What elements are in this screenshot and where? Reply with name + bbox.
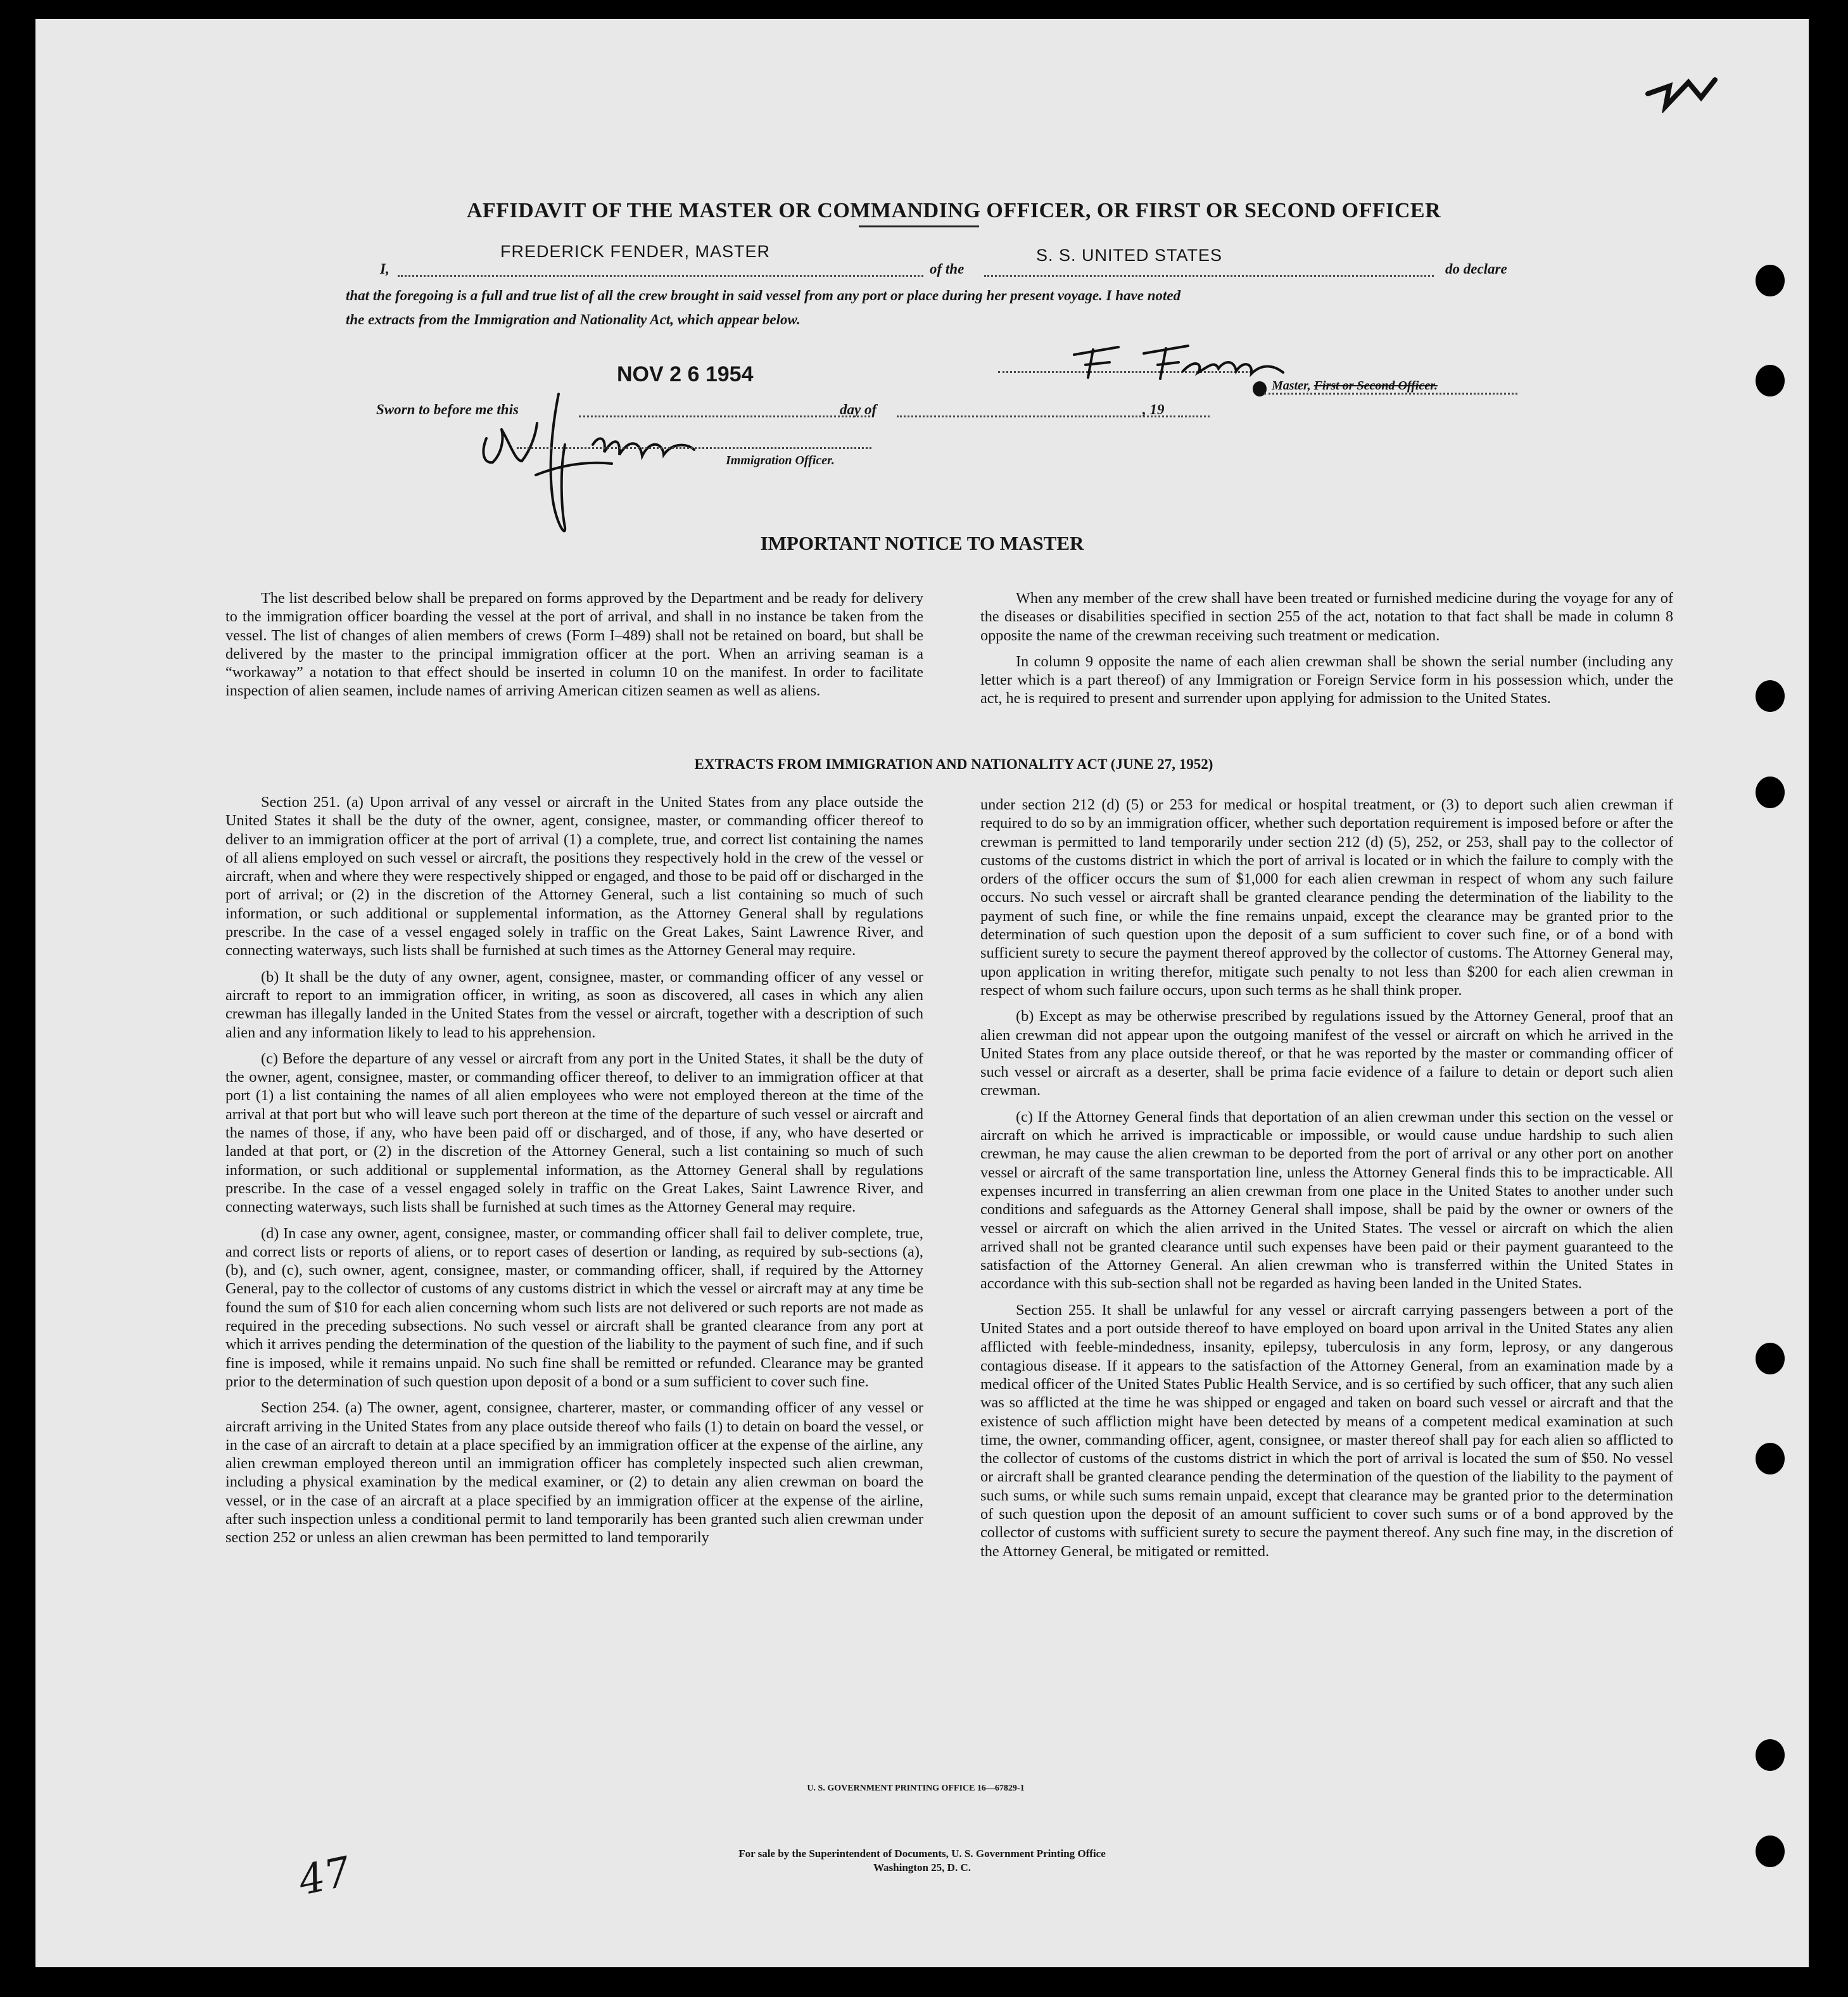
extracts-heading: EXTRACTS FROM IMMIGRATION AND NATIONALITY ACT (JUNE 27, 1952) [694, 756, 1213, 772]
extracts-right-column [980, 796, 1673, 1568]
notice-left-column [225, 589, 923, 708]
section-251-a: Section 251. (a) Upon arrival of any vessel or aircraft in the United States from any place outside the United States it shall be the duty of the owner, agent, consignee, master, or commanding officer thereof to deliver to an immigration officer at the port of arrival (1) a complete, true, and correct list containing the names of all aliens employed on such vessel or aircraft, the positions they respectively hold in the crew of the vessel or aircraft, when and where they were respectively shipped or engaged, and those to be paid off or discharged in the port of arrival; or (2) in the discretion of the Attorney General, such a list containing so much of such information, or such additional or supplemental information, as the Attorney General shall by regulations prescribe. In the case of a vessel engaged solely in traffic on the Great Lakes, Saint Lawrence River, and connecting waterways, such lists shall be furnished at such times as the Attorney General may require. [225, 794, 923, 960]
extracts-left-column [225, 793, 923, 1555]
section-254-a: Section 254. (a) The owner, agent, consignee, charterer, master, or commanding officer of any vessel or aircraft arriving in the United States from any place outside thereof who fails (1) to detain on board the vessel, or in the case of an aircraft to detain at a place specified by an immigration officer at the expense of the airline, any alien crewman employed thereon until an immigration officer has completely inspected such alien crewman, including a physical examination by the medical examiner, or (2) to detain any alien crewman on board the vessel, or in the case of an aircraft at a place specified by an immigration officer at the expense of the airline, after such inspection unless a conditional permit to land temporarily has been granted such alien crewman under section 252 or unless an alien crewman has been permitted to land temporarily [225, 1399, 923, 1547]
section-254-b: (b) Except as may be otherwise prescribed by regulations issued by the Attorney General, proof that an alien crewman did not appear upon the outgoing manifest of the vessel or aircraft on which he arrived in the United States from any place outside thereof, or that he was reported by the master or commanding officer of such vessel or aircraft as a deserter, shall be prima facie evidence of a failure to detain or deport such alien crewman. [980, 1008, 1673, 1100]
declaration-line-2: the extracts from the Immigration and Nationality Act, which appear below. [346, 312, 801, 327]
notice-right-column [980, 589, 1673, 716]
notice-right-paragraph-1: When any member of the crew shall have been treated or furnished medicine during the voyage for any of the diseases or disabilities specified in section 255 of the act, notation to that fact shall be made in column 8 opposite the name of the crewman receiving such treatment or medication. [980, 590, 1673, 644]
officer-line [517, 447, 871, 449]
corner-mark [1644, 68, 1720, 113]
day-of-label: day of [840, 402, 877, 417]
sale-notice [605, 1847, 1239, 1875]
master-title [1272, 379, 1438, 393]
section-251-d: (d) In case any owner, agent, consignee, master, or commanding officer shall fail to deliver complete, true, and correct lists or reports of aliens, or to report cases of desertion or landing, as required by sub-sections (a), (b), and (c), such owner, agent, consignee, master, or commanding officer, shall, if required by the Attorney General, pay to the collector of customs of any customs district in which the vessel or aircraft may at any time be found the sum of $10 for each alien concerning whom such lists are not delivered or such reports are not made as required in the preceding subsections. No such vessel or aircraft shall be granted clearance from any port at which it arrives pending the determination of the question of the liability to the payment of such fine, and if such fine is imposed, while it remains unpaid. No such fine shall be remitted or refunded. Clearance may be granted prior to the determination of such question upon deposit of a bond or a sum sufficient to cover such fine. [225, 1224, 923, 1390]
master-struck-text: First or Second Officer. [1313, 379, 1438, 393]
section-255: Section 255. It shall be unlawful for any vessel or aircraft carrying passengers between a port of the United States and a port outside thereof to have employed on board upon arrival in the United States any alien afflicted with feeble-mindedness, insanity, epilepsy, tuberculosis in any form, leprosy, or any dangerous contagious disease. If it appears to the satisfaction of the Attorney General, from an examination made by a medical officer of the United States Public Health Service, and is so certified by such officer, that any such alien was so afflicted at the time he was shipped or engaged and taken on board such vessel or aircraft and that the existence of such affliction might have been detected by means of a competent medical examination at such time, the owner, commanding officer, agent, consignee, or master thereof shall pay for each alien so afflicted to the collector of customs of the customs district in which the port of arrival is located the sum of $50. No vessel or aircraft shall be granted clearance pending the determination of the question of the liability to the payment of such sums, or while such sums remain unpaid, except that clearance may be granted prior to the determination of such question upon the deposit of an amount sufficient to cover such sums or of a bond approved by the collector of customs with sufficient surety to secure the payment thereof. Any such fine may, in the discretion of the Attorney General, be mitigated or remitted. [980, 1301, 1673, 1560]
year-line [1178, 415, 1210, 417]
date-stamp: NOV 2 6 1954 [617, 362, 754, 386]
section-254-c: (c) If the Attorney General finds that deportation of an alien crewman under this section on the vessel or aircraft on which he arrived is impracticable or impossible, or would cause undue hardship to such alien crewman, he may cause the alien crewman to be deported from the port of arrival or any other port on another vessel or aircraft of the same transportation line, unless the Attorney General finds this to be impracticable. All expenses incurred in transferring an alien crewman from one place in the United States to another under such conditions and safeguards as the Attorney General shall impose, shall be paid by the owner or owners of the vessel or aircraft on which the alien arrived in the United States. The vessel or aircraft on which the alien arrived shall not be granted clearance until such expenses have been paid or their payment guaranteed to the satisfaction of the Attorney General. An alien crewman who is transferred within the United States in accordance with this sub-section shall not be regarded as having been landed in the United States. [980, 1108, 1673, 1293]
binder-hole [1756, 1835, 1785, 1867]
vessel-field-line [984, 275, 1434, 277]
name-field-line [398, 275, 923, 277]
section-254-a-continued: under section 212 (d) (5) or 253 for medical or hospital treatment, or (3) to deport such alien crewman if required to do so by an immigration officer, whether such deportation requirement is imposed before or after the crewman is permitted to land temporarily under section 212 (d) (5), 252, or 253, shall pay to the collector of customs of the customs district in which the port of arrival is located or in which the failure to comply with the orders of the officer occurs the sum of $1,000 for each alien crewman in respect of whom any such failure occurs. No such vessel or aircraft shall be granted clearance pending the determination of the liability to the payment of such fine, or while the fine remains unpaid, except the clearance may be granted prior to the determination of such question upon the deposit of a sum sufficient to cover such fine, or of a bond with sufficient surety to secure the payment thereof approved by the collector of customs. The Attorney General may, upon application in writing therefor, mitigate such penalty to not less than $200 for each alien crewman in respect of whom such failure occurs, upon such terms as he shall think proper. [980, 796, 1673, 999]
immigration-officer-label: Immigration Officer. [726, 453, 835, 467]
year-label: , 19 [1142, 402, 1165, 417]
section-251-b: (b) It shall be the duty of any owner, agent, consignee, master, or commanding officer of any vessel or aircraft to report to an immigration officer, in writing, as soon as discovered, all cases in which any alien crewman has illegally landed in the United States from the vessel or aircraft, together with a description of such alien and any information likely to lead to his apprehension. [225, 968, 923, 1041]
form-sheet [35, 19, 1809, 1967]
notice-left-paragraph: The list described below shall be prepared on forms approved by the Department and be ready for delivery to the immigration officer boarding the vessel at the port of arrival, and shall in no instance be taken from the vessel. The list of changes of alien members of crews (Form I–489) shall not be retained on board, but shall be delivered by the master to the principal immigration officer at the port. When an arriving seaman is a “workaway” a notation to that effect should be inserted in column 10 on the manifest. In order to facilitate inspection of alien seamen, include names of arriving American citizen seamen as well as aliens. [225, 590, 923, 700]
title-underline [859, 225, 979, 227]
binder-hole [1756, 365, 1785, 396]
binder-hole [1756, 777, 1785, 808]
notice-right-paragraph-2: In column 9 opposite the name of each alien crewman shall be shown the serial number (including any letter which is a part thereof) of any Immigration or Foreign Service form in his possession which, under the act, he is required to present and surrender upon applying for admission to the United States. [980, 652, 1673, 707]
binder-hole [1756, 1343, 1785, 1374]
affidavit-title: AFFIDAVIT OF THE MASTER OR COMMANDING OFFICER, OR FIRST OR SECOND OFFICER [466, 199, 1441, 222]
binder-hole [1756, 680, 1785, 712]
master-label: Master, [1272, 379, 1311, 393]
sworn-label: Sworn to before me this [376, 402, 519, 417]
binder-hole [1756, 265, 1785, 296]
of-the-label: of the [930, 261, 965, 277]
month-line [897, 415, 1175, 417]
declaration-line-1: that the foregoing is a full and true list of all the crew brought in said vessel from any port or place during her present voyage. I have noted [346, 288, 1181, 303]
vessel-name-field[interactable]: S. S. UNITED STATES [1036, 246, 1223, 265]
handwritten-page-number: 47 [294, 1848, 355, 1905]
sale-line-1: For sale by the Superintendent of Documents, U. S. Government Printing Office [738, 1848, 1106, 1860]
notice-heading: IMPORTANT NOTICE TO MASTER [760, 532, 1084, 554]
section-251-c: (c) Before the departure of any vessel or aircraft from any port in the United States, it shall be the duty of the owner, agent, consignee, master, or commanding officer thereof, to deliver to an immigration officer at that port (1) a list containing the names of all alien employees who were not employed thereon at the time of the arrival at that port but who will leave such port thereon at the time of the departure of such vessel or aircraft and the names of those, if any, who have been paid off or discharged, and of those, if any, who have deserted or landed at that port, or (2) in the discretion of the Attorney General, such a list containing so much of such information, or such additional or supplemental information, as the Attorney General shall by regulations prescribe. In the case of a vessel engaged solely in traffic on the Great Lakes, Saint Lawrence River, and connecting waterways, such lists shall be furnished at such times as the Attorney General may require. [225, 1049, 923, 1216]
gpo-imprint: U. S. GOVERNMENT PRINTING OFFICE 16—67829-1 [807, 1784, 1025, 1793]
binder-hole [1756, 1443, 1785, 1474]
i-label: I, [380, 261, 389, 277]
sale-line-2: Washington 25, D. C. [873, 1861, 971, 1873]
do-declare-label: do declare [1445, 261, 1507, 277]
binder-hole [1756, 1739, 1785, 1771]
master-name-field[interactable]: FREDERICK FENDER, MASTER [500, 242, 771, 261]
officer-signature [441, 369, 732, 559]
